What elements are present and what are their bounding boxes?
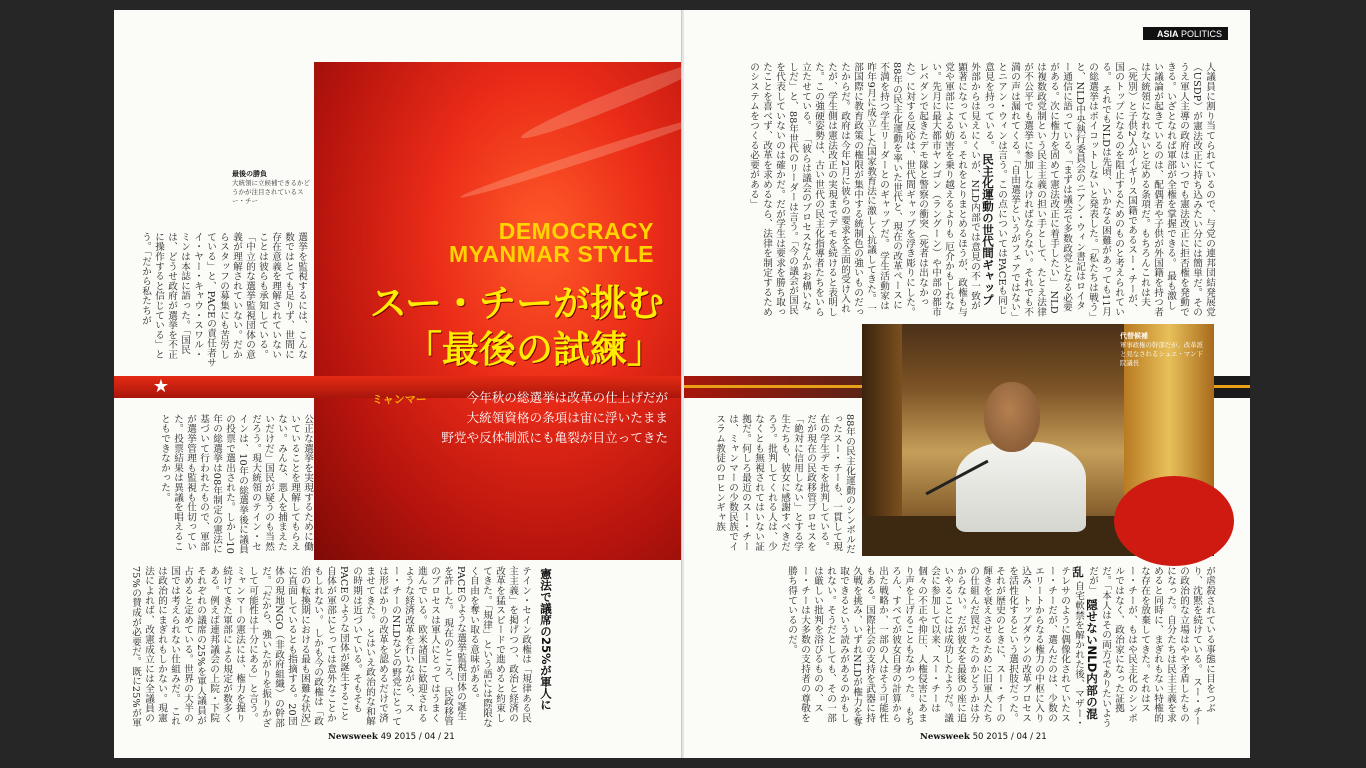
section-tag-sub: POLITICS xyxy=(1180,29,1222,39)
left-column-bottom-1: 公正な選挙を実現するために働いていることを理解してもらえない。みんな、悪人を捕まえたいだけだ」国民が疑うのも当然だろう。現大統領のテイン・セインは、10年の総選挙後に議員の投票で選出された。しかし10年の総選挙は08年制定の憲法に基づいて行われたもので、軍部が選挙管理も監視も仕切っていた。投票結果は異議を唱えることもできなかった。 xyxy=(159,414,313,555)
right-paragraph: 人議員に割り当てられているので、与党の連邦団結発展党（USDP）が憲法改正に持ち込みたい分には簡単だ。そのうえ軍人主導の政府はいつでも憲法改正に拒否権を発動できる。いざとなれば軍部が全権を掌握できる。 xyxy=(1165,62,1215,318)
left-photo-caption-text: 大統領に立候補できるかどうかが注目されているスー・チー xyxy=(232,179,310,205)
right-paragraph: それが歴史のときに、スー・チーの輝きを衰えさせるために旧軍人たちの仕組んだ罠だったのかどうかは分からない。だが彼女を最後の座に追いやることには成功したようだ。議会に参加して以来、スー・チーは個々の不正や抑圧、人権侵害にあまり声を上げることもなかった。 xyxy=(903,566,1005,723)
right-paragraph: 学生活動家は昨年9月に成立した国家教育法に激しく抗議してきた。一部国際に教育政策の権限が集中する統制色の強いものだったからだ。政府は今年2月に彼らの要求を全面的受け入れたが、学生側は憲法改正の実現までデモを続けると表明した。この強硬姿勢は、古い世代の民主化指導者たちをいら立たせている。 xyxy=(800,62,889,317)
right-column-lower-left xyxy=(706,414,856,558)
subhead-line-3: 野党や反体制派にも亀裂が目立ってきた xyxy=(441,430,668,445)
left-paragraph: ミャンマーの憲法には、権力を握り続けてきた軍部による規定が数多くある。例えば連邦議会の上院・下院それぞれの議席の25%を軍人議員が占めると定めている。世界の大半の国では考えられない仕組みだ。 xyxy=(169,566,245,726)
left-column-bottom-2 xyxy=(130,566,532,728)
left-folio-magazine: Newsweek xyxy=(328,732,378,742)
right-folio xyxy=(920,732,1047,742)
kicker: ミャンマー xyxy=(372,393,427,406)
right-folio-magazine: Newsweek xyxy=(920,732,970,742)
left-paragraph: これは政治的にまぎれもしかない。現憲法によれば、改憲成立には全議員の75%の賛成が必要だ。既に25%が軍 xyxy=(130,566,180,728)
right-column-bottom xyxy=(706,566,1216,728)
headline-english-line-2: MYANMAR STYLE xyxy=(449,241,654,267)
headline-english-line-1: DEMOCRACY xyxy=(498,218,654,244)
left-folio-date: 2015 / 04 / 21 xyxy=(394,732,455,742)
right-photo-caption-title: 代替候補 xyxy=(1120,332,1148,340)
section-tag xyxy=(1143,27,1228,40)
right-photo-caption xyxy=(1120,332,1208,368)
subhead-line-2: 大統領資格の条項は宙に浮いたまま xyxy=(466,410,668,425)
headline-japanese-line-1: スー・チーが挑む xyxy=(369,282,664,325)
right-paragraph: 最も激しい議論が起きているのは、配偶者や子供が外国籍を持つ者は大統領になれないと定める条項だ。もちろんこれは夫（死別）と子供2人がイギリス国籍であるスー・チーが、国のトップになるのを阻止するためのものと考えられている。 xyxy=(1100,62,1176,317)
headline-english xyxy=(334,220,654,266)
left-folio xyxy=(328,732,455,742)
right-paragraph: 厄介かもしれない。先月に最大都市ヤンゴン（ラングーン）や中部の都市レパダンで起きたデモ隊と警察の衝突（死者は出なかった）に対する反応は、世代間ギャップを浮き彫りにした。88年の民主化運動を率いた世代と、現在の改革ペースに不満を持つ学生リーダーとのギャップだ。 xyxy=(878,62,954,317)
right-column-top xyxy=(706,62,1216,318)
left-photo-caption xyxy=(232,170,312,206)
right-paragraph: 外部からは見えにくいが、NLD内部では意見の不一致が顕著になっている。それをとりまとめるほうが、政権も与党や軍部による妨害を乗り越えるよりも xyxy=(943,62,980,317)
left-paragraph: 現在のところ、民政移管のプロセスは軍人にとってはうまく進んでいる。欧米諸国に歓迎されるような経済改革を行いながら、スー・チーのNLDなどの野党にとっては形ばかりの改革を認めるだけで済ませてきた。 xyxy=(364,566,453,727)
speaker-photo xyxy=(862,324,1214,556)
right-paragraph: 自宅軟禁を解かれた後、マザー・テレサのように偶像化されていたスー・チーだが、選んだのは、少数のエリートからなる権力の中枢に入り込み、トップダウンの改革プロセスを活性化するという選択肢だった。 xyxy=(1007,566,1084,728)
right-folio-page: 50 xyxy=(972,732,984,742)
right-paragraph: もちろん、すべてが彼女自身の計算から出た戦略か、一部の人はそう可能性もある。国際社会の支持を武器に持久戦を挑み、いずれNLDが権力を奪取できるという読みがあるのかもしれない。そうだとしても、その一部は厳しい批判を浴びるものの、スー・チーは大多数の支持者の尊敬を勝ち得ているのだ。 xyxy=(786,566,914,727)
right-paragraph: 「彼らは議会のプロセスなんかお構いなしだ」と、88年世代のリーダーは言う。「今の議会が国民を代表していないのは確かだ。だが学生は要求を勝ち取ったことを喜べず、改革を求めるなら、法律を制定するためのシステムをつくる必要がある」 xyxy=(748,62,811,317)
headline-japanese-line-2: 「最後の試練」 xyxy=(405,328,664,371)
subhead-line-1: 今年秋の総選挙は改革の仕上げだが xyxy=(466,390,668,405)
photo-figure-head xyxy=(984,382,1040,452)
right-paragraph: NLDは複数政党制という民主主義の担い手として、たとえ法律が不公平でも選挙に参加しなければならない。それでも不満の声は漏れてくる。「自由選挙というがフェアではない」とニアン・ウィンは言う。この点についてはPACEも同じ意見を持っている。 xyxy=(983,62,1059,317)
left-column-top: 選挙を監視するには、こんな数ではとても足りず、世間に存在意義を理解されていないことは彼らも承知している。「中立的な選挙監視団体の意義が理解されていない。だからスタッフの募集にも苦労している」と、PACEの責任者サイ・ヤー・キャウ・スワル・ミンは本誌に語った。「国民は、どうせ政府が選挙を不正に操作すると信じている」とう。「だから私たちが xyxy=(140,232,307,368)
right-paragraph: 88年の民主化運動のシンボルだったスー・チーも、一貫して現在の学生デモを批判している。だが現在の民政移管プロセスを「絶対に信用しない」とする学生たちも、彼女に感謝すべきだろう。批判してくれる人は、少なくとも無視されてはいない証拠だ。何しろ最近のスー・チーは、ミャンマーの少数民族でイスラム教徒のロヒンギャ族 xyxy=(714,414,855,555)
star-icon: ★ xyxy=(152,376,170,397)
right-paragraph: スー・チーの政治的な立場はやや矛盾したものになった。自分たちは民主主義を求めると同時に、まぎれもない特権的な存在を放棄してきた。それはスー・チーが、もはや民主化のシンボルではなく、政治家になった証拠だ。「本人はその両方でありたいようだが」 xyxy=(1087,566,1202,728)
light-streak xyxy=(459,112,709,202)
right-paragraph: それでもNLDは先頃、いかなる困難があっても11月の総選挙はボイコットしないと発表した。「私たちは戦う」と、NLD中央執行委員会のニアン・ウィン書記はロイター通信に語っている。「まずは議会で多数政党となる必要がある。次に権力を固めて憲法改正に着手したい」 xyxy=(1048,62,1111,317)
left-folio-page: 49 xyxy=(380,732,392,742)
section-tag-main: ASIA xyxy=(1156,29,1179,39)
left-photo-caption-title: 最後の勝負 xyxy=(232,170,267,178)
right-paragraph: が虐殺されている事態に目をつぶり、沈黙を続けている。 xyxy=(1191,566,1215,713)
photo-red-accent xyxy=(1114,476,1234,566)
left-paragraph: しかも今の政権は「政治の転換期における最も困難な状況」に直面しているとも指摘する。20団体の現地NGO（非政府組織）の幹部だ。「だから、強いたがりを振りかざして可能性は十分にある」と言う。 xyxy=(247,566,323,728)
right-photo-caption-text: 軍事政権の幹部だが、改革派と見なされるシュエ・マン下院議長 xyxy=(1120,341,1204,367)
right-page xyxy=(684,10,1250,758)
photo-figure-body xyxy=(956,442,1086,532)
left-paragraph: とはいえ政治的な和解の時期は近づいている。そもそもPACEのような団体が誕生すること自体が軍部にとっては意外なことかもしれない。 xyxy=(312,566,375,727)
right-folio-date: 2015 / 04 / 21 xyxy=(986,732,1047,742)
section-heading-generation-gap: 民主化運動の世代間ギャップ xyxy=(981,153,995,306)
left-paragraph: テイン・セイン政権は「規律ある民主主義」を掲げつつ、政治と経済の改革を猛スピードで進めると約束してきた。「規律」という語には際限なく自由を奪い取る意味がある。PACEのような選挙監視団体の誕生を許した。 xyxy=(442,566,531,728)
section-heading-nld-turmoil: 隠せないNLD内部の混乱 xyxy=(1071,566,1099,720)
left-page xyxy=(114,10,682,758)
section-heading-constitution: 憲法で議席の25%が軍人に xyxy=(539,568,553,711)
